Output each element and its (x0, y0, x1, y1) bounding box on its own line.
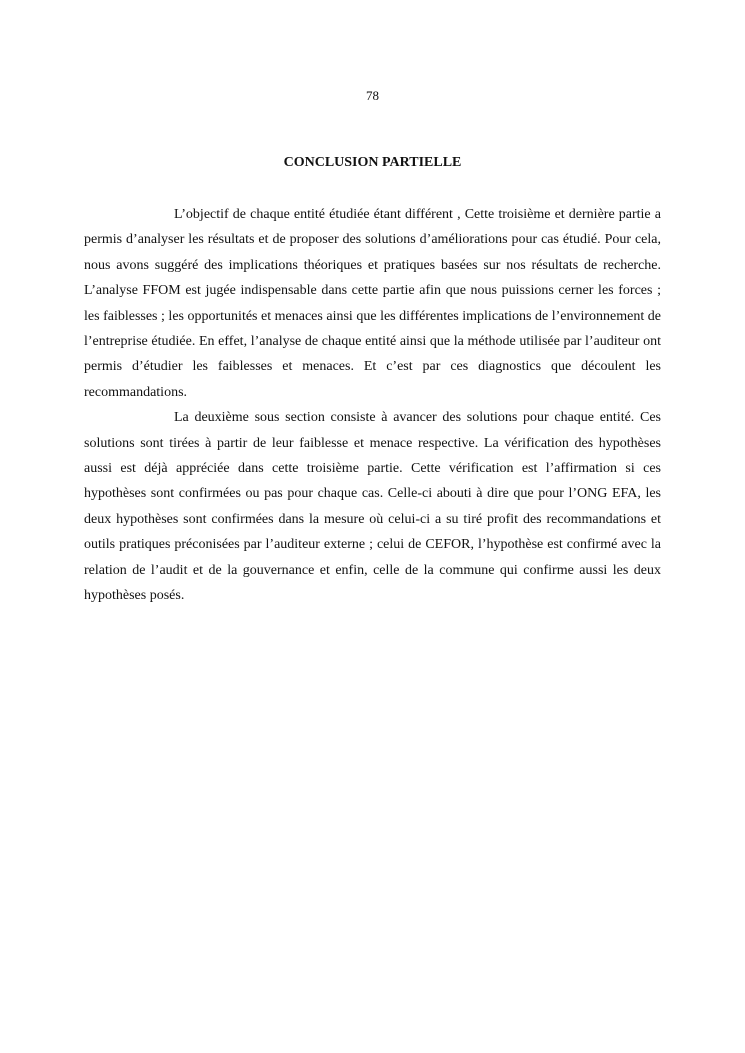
body-text (84, 202, 661, 609)
paragraph-2: La deuxième sous section consiste à avancer des solutions pour chaque entité. Ces solutions sont tirées à partir de leur faiblesse et menace respective. La vérification des hypothèses aussi est déjà appréciée dans cette troisième partie. Cette vérification est l’affirmation si ces hypothèses sont confirmées ou pas pour chaque cas. Celle-ci abouti à dire que pour l’ONG EFA, les deux hypothèses sont confirmées dans la mesure où celui-ci a su tiré profit des recommandations et outils pratiques préconisées par l’auditeur externe ; celui de CEFOR, l’hypothèse est confirmé avec la relation de l’audit et de la gouvernance et enfin, celle de la commune qui confirme aussi les deux hypothèses posés. (84, 410, 661, 604)
paragraph-1: L’objectif de chaque entité étudiée étant différent , Cette troisième et dernière partie a permis d’analyser les résultats et de proposer des solutions d’améliorations pour cas étudié. Pour cela, nous avons suggéré des implications théoriques et pratiques basées sur nos résultats de recherche. L’analyse FFOM est jugée indispensable dans cette partie afin que nous puissions cerner les forces ; les faiblesses ; les opportunités et menaces ainsi que les différentes implications de l’environnement de l’entreprise étudiée. En effet, l’analyse de chaque entité ainsi que la méthode utilisée par l’auditeur ont permis d’étudier les faiblesses et menaces. Et c’est par ces diagnostics que découlent les recommandations. (84, 207, 661, 400)
section-title: CONCLUSION PARTIELLE (283, 155, 462, 170)
page-number: 78 (366, 88, 379, 103)
